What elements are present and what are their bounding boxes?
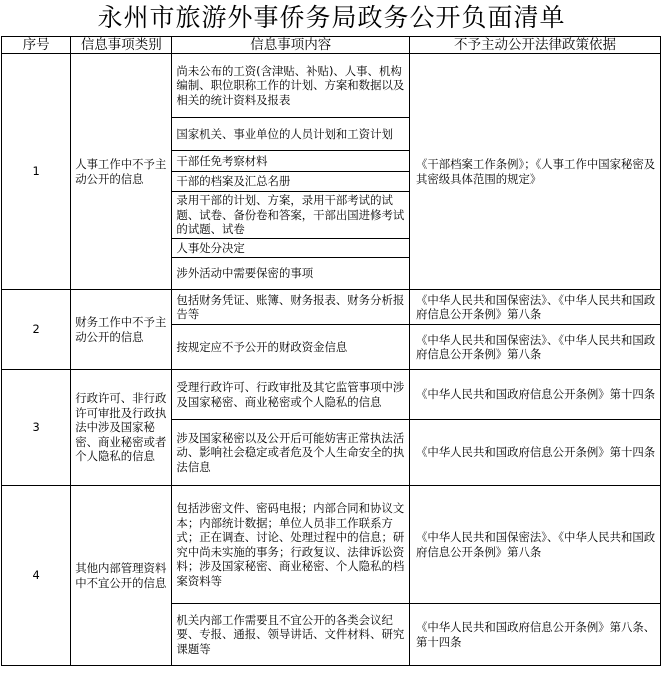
- header-basis: 不予主动公开法律政策依据: [409, 37, 660, 54]
- table-row: [2, 370, 661, 420]
- basis-cell: 《中华人民共和国政府信息公开条例》第十四条: [409, 420, 660, 486]
- header-row: [2, 37, 661, 54]
- content-cell: 国家机关、事业单位的人员计划和工资计划: [172, 118, 410, 151]
- row-number: 1: [2, 54, 71, 290]
- content-cell: 人事处分决定: [172, 239, 410, 258]
- page-title: 永州市旅游外事侨务局政务公开负面清单: [97, 3, 566, 32]
- header-category: 信息事项类别: [71, 37, 172, 54]
- content-cell: 干部任免考察材料: [172, 151, 410, 172]
- row-number: 4: [2, 486, 71, 666]
- table-row: [2, 54, 661, 118]
- content-cell: 按规定应不予公开的财政资金信息: [172, 325, 410, 370]
- category-cell: 财务工作中不予主动公开的信息: [71, 290, 172, 370]
- table-row: [2, 290, 661, 325]
- category-cell: 其他内部管理资料中不宜公开的信息: [71, 486, 172, 666]
- content-cell: 包括财务凭证、账簿、财务报表、财务分析报告等: [172, 290, 410, 325]
- row-number: 2: [2, 290, 71, 370]
- category-cell: 行政许可、非行政许可审批及行政执法中涉及国家秘密、商业秘密或者个人隐私的信息: [71, 370, 172, 486]
- content-cell: 受理行政许可、行政审批及其它监管事项中涉及国家秘密、商业秘密或个人隐私的信息: [172, 370, 410, 420]
- content-cell: 涉及国家秘密以及公开后可能妨害正常执法活动、影响社会稳定或者危及个人生命安全的执法信息: [172, 420, 410, 486]
- category-cell: 人事工作中不予主动公开的信息: [71, 54, 172, 290]
- content-cell: 干部的档案及汇总名册: [172, 172, 410, 192]
- content-cell: 涉外活动中需要保密的事项: [172, 258, 410, 290]
- content-cell: 包括涉密文件、密码电报；内部合同和协议文本；内部统计数据；单位人员非工作联系方式；正在调查、讨论、处理过程中的信息；研究中尚未实施的事务；行政复议、法律诉讼资料；涉及国家秘密、商业秘密、个人隐私的档案资料等: [172, 486, 410, 604]
- header-content: 信息事项内容: [172, 37, 410, 54]
- basis-cell: 《中华人民共和国保密法》、《中华人民共和国政府信息公开条例》第八条: [409, 290, 660, 325]
- row-number: 3: [2, 370, 71, 486]
- basis-cell: 《干部档案工作条例》；《人事工作中国家秘密及其密级具体范围的规定》: [409, 54, 660, 290]
- basis-cell: 《中华人民共和国保密法》、《中华人民共和国政府信息公开条例》第八条: [409, 325, 660, 370]
- content-cell: 机关内部工作需要且不宜公开的各类会议纪要、专报、通报、领导讲话、文件材料、研究课题等: [172, 604, 410, 666]
- table-row: [2, 486, 661, 604]
- content-cell: 录用干部的计划、方案，录用干部考试的试题、试卷、备份卷和答案，干部出国进修考试的试题、试卷: [172, 192, 410, 239]
- negative-list-table: [1, 36, 661, 666]
- content-cell: 尚未公布的工资(含津贴、补贴)、人事、机构编制、职位职称工作的计划、方案和数据以及相关的统计资料及报表: [172, 54, 410, 118]
- basis-cell: 《中华人民共和国保密法》、《中华人民共和国政府信息公开条例》第八条: [409, 486, 660, 604]
- basis-cell: 《中华人民共和国政府信息公开条例》第十四条: [409, 370, 660, 420]
- header-no: 序号: [2, 37, 71, 54]
- basis-cell: 《中华人民共和国政府信息公开条例》第八条、第十四条: [409, 604, 660, 666]
